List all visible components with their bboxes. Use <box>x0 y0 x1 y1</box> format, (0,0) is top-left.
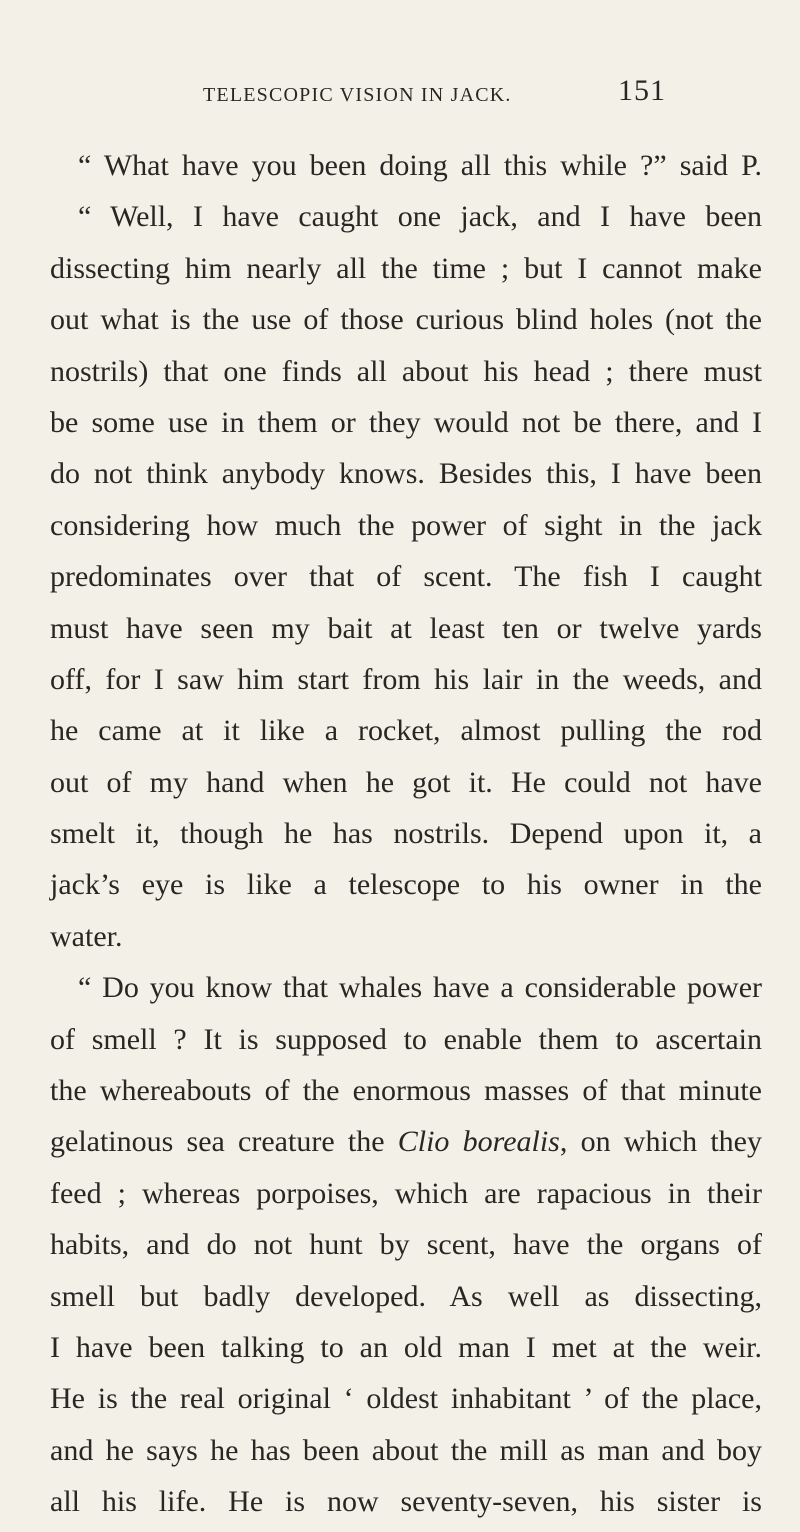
text-line: must have seen my bait at least ten or twelve yards <box>50 611 762 645</box>
text-line: of smell ? It is supposed to enable them to ascertain <box>50 1022 762 1056</box>
text-line: out what is the use of those curious blind holes (not the <box>50 303 762 337</box>
text-line: “ Do you know that whales have a considerable power <box>78 971 762 1005</box>
page-number: 151 <box>618 74 666 107</box>
running-title: TELESCOPIC VISION IN JACK. <box>203 84 512 106</box>
text-line: all his life. He is now seventy-seven, his sister is <box>50 1485 762 1519</box>
text-segment: , on which they <box>559 1125 762 1159</box>
text-line: “ What have you been doing all this while ?” said P. <box>78 149 762 182</box>
text-line-with-italic <box>50 1120 762 1171</box>
text-line: do not think anybody knows. Besides this, I have been <box>50 457 762 491</box>
page-header <box>0 72 800 112</box>
text-line: nostrils) that one finds all about his head ; there must <box>50 354 762 388</box>
text-line: water. <box>50 919 123 953</box>
text-line: he came at it like a rocket, almost pulling the rod <box>50 714 762 748</box>
text-line: and he says he has been about the mill as man and boy <box>50 1433 762 1467</box>
text-line: dissecting him nearly all the time ; but I cannot make <box>50 251 762 285</box>
text-line: off, for I saw him start from his lair in the weeds, and <box>50 662 762 696</box>
text-line: I have been talking to an old man I met at the weir. <box>50 1330 762 1364</box>
text-line: be some use in them or they would not be there, and I <box>50 405 762 439</box>
text-line: feed ; whereas porpoises, which are rapacious in their <box>50 1176 762 1210</box>
text-line: considering how much the power of sight in the jack <box>50 508 762 542</box>
text-segment: gelatinous sea creature the <box>50 1125 398 1159</box>
text-line: “ Well, I have caught one jack, and I have been <box>78 200 762 234</box>
text-line: out of my hand when he got it. He could not have <box>50 765 762 799</box>
text-line: habits, and do not hunt by scent, have the organs of <box>50 1228 762 1262</box>
text-line: smell but badly developed. As well as dissecting, <box>50 1279 762 1313</box>
text-line: He is the real original ‘ oldest inhabitant ’ of the place, <box>50 1382 762 1416</box>
text-line: jack’s eye is like a telescope to his owner in the <box>50 868 762 902</box>
text-line: the whereabouts of the enormous masses of that minute <box>50 1074 762 1108</box>
body-text <box>50 144 762 1532</box>
italic-species-name: Clio borealis <box>397 1125 560 1159</box>
text-line: predominates over that of scent. The fish I caught <box>50 560 762 594</box>
text-line: smelt it, though he has nostrils. Depend upon it, a <box>50 817 762 851</box>
